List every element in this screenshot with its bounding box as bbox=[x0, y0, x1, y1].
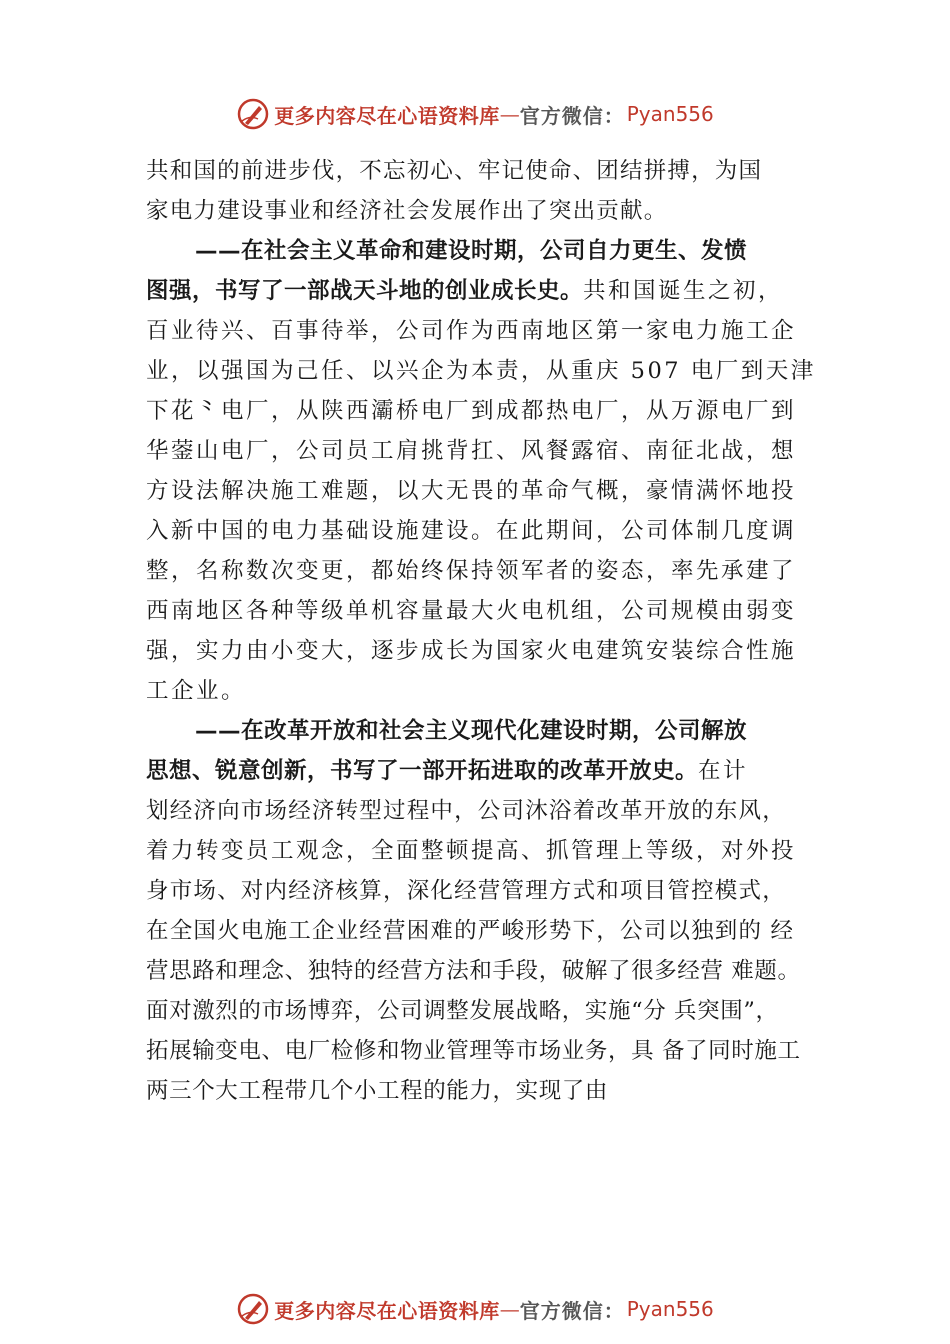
p3-line: 拓展输变电、电厂检修和物业管理等市场业务，具 备了同时施工 bbox=[146, 1038, 801, 1064]
banner-wechat-id: Pyan556 bbox=[626, 102, 714, 126]
p1-line: 家电力建设事业和经济社会发展作出了突出贡献。 bbox=[146, 198, 668, 224]
p2-heading-bold: 图强，书写了一部战天斗地的创业成长史。 bbox=[146, 278, 584, 304]
p2-line: 强，实力由小变大，逐步成长为国家火电建筑安装综合性施 bbox=[146, 638, 797, 664]
p2-line: 入新中国的电力基础设施建设。在此期间，公司体制几度调 bbox=[146, 518, 797, 544]
p3-heading-bold: ——在改革开放和社会主义现代化建设时期，公司解放 bbox=[195, 718, 748, 744]
p3-line: 在全国火电施工企业经营困难的严峻形势下，公司以独到的 经 bbox=[146, 918, 795, 944]
footer-banner bbox=[0, 1289, 950, 1329]
banner-title: 更多内容尽在心语资料库 bbox=[274, 1298, 500, 1323]
banner-wechat-id: Pyan556 bbox=[626, 1297, 714, 1321]
p2-heading-bold: ——在社会主义革命和建设时期，公司自力更生、发愤 bbox=[195, 238, 748, 264]
p2-line: 业，以强国为己任、以兴企为本责，从重庆 507 电厂到天津 bbox=[146, 358, 816, 384]
p3-line: 身市场、对内经济核算，深化经营管理方式和项目管控模式， bbox=[146, 878, 786, 904]
p2-line: 下花⺀电厂，从陕西灞桥电厂到成都热电厂，从万源电厂到 bbox=[146, 398, 797, 424]
pen-logo-icon bbox=[236, 1292, 270, 1326]
p2-line: 百业待兴、百事待举，公司作为西南地区第一家电力施工企 bbox=[146, 318, 797, 344]
p3-line: 营思路和理念、独特的经营方法和手段，破解了很多经营 难题。 bbox=[146, 958, 801, 984]
p3-line: 着力转变员工观念，全面整顿提高、抓管理上等级，对外投 bbox=[146, 838, 797, 864]
p2-line bbox=[146, 271, 846, 311]
p2-line: 方设法解决施工难题，以大无畏的革命气概，豪情满怀地投 bbox=[146, 478, 797, 504]
document-body bbox=[146, 151, 846, 1111]
banner-dash: — bbox=[499, 102, 520, 126]
p2-line: 工企业。 bbox=[146, 678, 247, 704]
p3-line: 两三个大工程带几个小工程的能力，实现了由 bbox=[146, 1078, 609, 1104]
p3-text: 在计 bbox=[698, 758, 749, 784]
p3-heading-line bbox=[146, 711, 846, 751]
banner-wechat-label: 官方微信： bbox=[519, 103, 625, 128]
p3-line: 面对激烈的市场博弈，公司调整发展战略，实施“分 兵突围”， bbox=[146, 998, 779, 1024]
banner-dash: — bbox=[499, 1297, 520, 1321]
p3-line: 划经济向市场经济转型过程中，公司沐浴着改革开放的东风， bbox=[146, 798, 786, 824]
p3-heading-bold: 思想、锐意创新，书写了一部开拓进取的改革开放史。 bbox=[146, 758, 699, 784]
p2-line: 华蓥山电厂，公司员工肩挑背扛、风餐露宿、南征北战，想 bbox=[146, 438, 797, 464]
pen-logo-icon bbox=[236, 97, 270, 131]
p2-heading-line bbox=[146, 231, 846, 271]
p2-line: 西南地区各种等级单机容量最大火电机组，公司规模由弱变 bbox=[146, 598, 797, 624]
p3-line bbox=[146, 751, 846, 791]
p2-text: 共和国诞生之初， bbox=[583, 278, 784, 304]
banner-title: 更多内容尽在心语资料库 bbox=[274, 103, 500, 128]
p2-line: 整，名称数次变更，都始终保持领军者的姿态，率先承建了 bbox=[146, 558, 797, 584]
header-banner bbox=[0, 94, 950, 134]
p1-line: 共和国的前进步伐，不忘初心、牢记使命、团结拼搏，为国 bbox=[146, 158, 763, 184]
banner-wechat-label: 官方微信： bbox=[519, 1298, 625, 1323]
